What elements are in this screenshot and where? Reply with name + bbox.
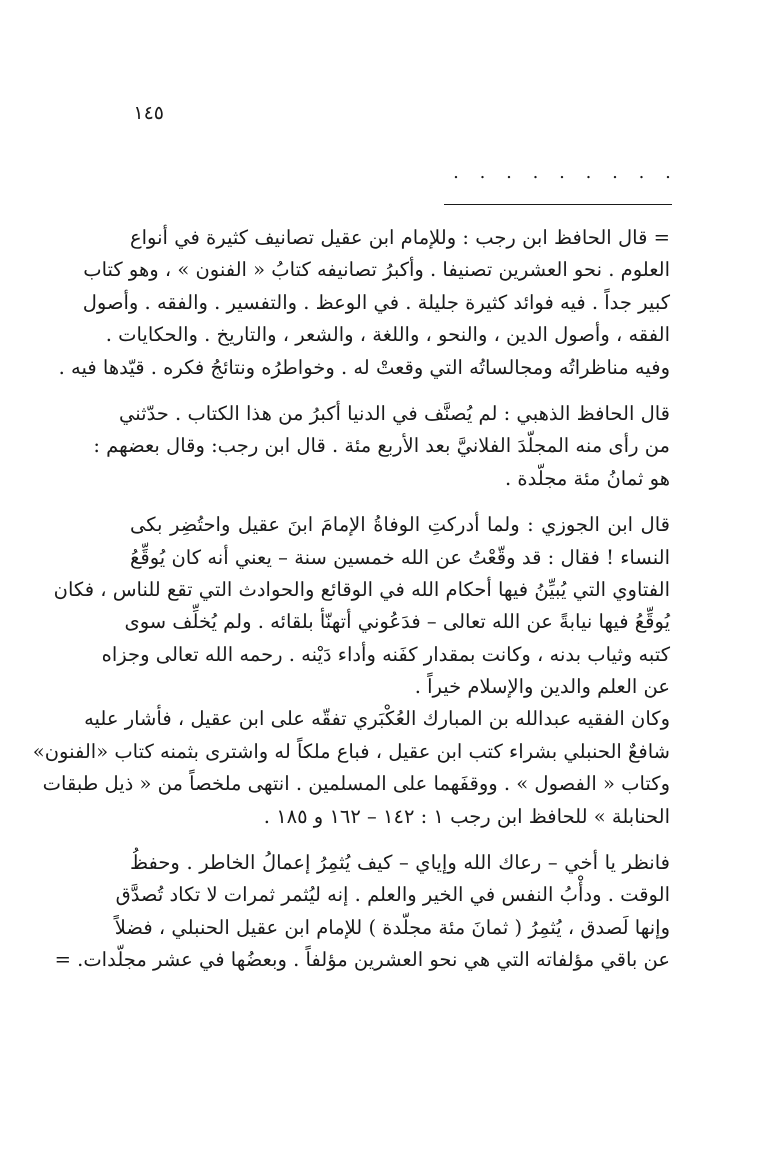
text-line: العلوم . نحو العشرين تصنيفا . وأكبرُ تصانيفه كتابُ « الفنون » ، وهو كتاب (83, 258, 670, 282)
text-line: الحنابلة » للحافظ ابن رجب ١ : ١٤٢ – ١٦٢ و ١٨٥ . (263, 804, 670, 828)
text-line: قال الحافظ الذهبي : لم يُصنَّف في الدنيا أكبرُ من هذا الكتاب . حدّثني (119, 401, 670, 425)
footnote-body (32, 222, 670, 977)
separator-dot: . (506, 162, 512, 183)
text-line: كبير جداً . فيه فوائد كثيرة جليلة . في الوعظ . والتفسير . والفقه . وأصول (82, 290, 670, 314)
text-line: شافعٌ الحنبلي بشراء كتب ابن عقيل ، فباع ملكاً له واشترى بثمنه كتاب «الفنون» (32, 739, 670, 763)
text-line: الفقه ، وأصول الدين ، والنحو ، واللغة ، والشعر ، والتاريخ . والحكايات . (105, 323, 670, 347)
separator-dot: . (559, 162, 565, 183)
text-line: وكان الفقيه عبدالله بن المبارك العُكْبَري تفقّه على ابن عقيل ، فأشار عليه (84, 707, 670, 731)
text-line: النساء ! فقال : قد وقّعْتُ عن الله خمسين سنة – يعني أنه كان يُوقِّعُ (130, 545, 670, 569)
text-line: من رأى منه المجلّدَ الفلانيَّ بعد الأربع مئة . قال ابن رجب: وقال بعضهم : (93, 434, 670, 458)
text-line: الوقت . ودأْبُ النفس في الخير والعلم . إنه ليُثمر ثمرات لا تكاد تُصدَّق (115, 883, 670, 907)
text-line: وإنها لَصدق ، يُثمِرُ ( ثمانَ مئة مجلّدة ) للإمام ابن عقيل الحنبلي ، فضلاً (114, 915, 670, 939)
separator-dot: . (532, 162, 539, 183)
page-number: ١٤٥ (133, 102, 164, 124)
separator-dot: . (585, 162, 592, 183)
text-line: عن باقي مؤلفاته التي هي نحو العشرين مؤلفاً . وبعضُها في عشر مجلّدات. = (54, 948, 670, 972)
paragraph-reflection (54, 847, 670, 977)
footnote-rule (444, 204, 672, 205)
text-line: عن العلم والدين والإسلام خيراً . (414, 675, 670, 699)
separator-dot: . (479, 162, 486, 183)
section-separator-dots (452, 162, 672, 183)
text-line: وفيه مناظراتُه ومجالساتُه التي وقعتْ له . وخواطرُه ونتائجُ فكره . قيّدها فيه . (58, 355, 670, 379)
text-line: = قال الحافظ ابن رجب : وللإمام ابن عقيل تصانيف كثيرة في أنواع (130, 226, 670, 249)
text-line: كتبه وثياب بدنه ، وكانت بمقدار كفَنه وأداء دَيْنه . رحمه الله تعالى وجزاه (101, 642, 670, 666)
paragraph-ibn-rajab (58, 222, 670, 384)
separator-dot: . (638, 162, 645, 183)
separator-dot: . (453, 162, 459, 183)
separator-dot: . (665, 162, 671, 183)
paragraph-dhahabi (93, 398, 670, 495)
text-line: هو ثمانُ مئة مجلّدة . (504, 466, 670, 490)
paragraph-ibn-jawzi (53, 509, 670, 703)
text-line: قال ابن الجوزي : ولما أدركتِ الوفاةُ الإمامَ ابنَ عقيل واحتُضِر بكى (130, 513, 670, 537)
text-line: يُوقِّعُ فيها نيابةً عن الله تعالى – فدَعُوني أتهنّأ بلقائه . ولم يُخلِّف سوى (124, 610, 670, 634)
text-line: فانظر يا أخي – رعاك الله وإياي – كيف يُثمِرُ إعمالُ الخاطر . وحفظُ (130, 851, 670, 875)
paragraph-ukbari (32, 703, 670, 833)
separator-dot: . (612, 162, 618, 183)
text-line: الفتاوي التي يُبيِّنُ فيها أحكام الله في الوقائع والحوادث التي تقع للناس ، فكان (53, 577, 670, 601)
text-line: وكتاب « الفصول » . ووقفَهما على المسلمين . انتهى ملخصاً من « ذيل طبقات (42, 772, 670, 796)
